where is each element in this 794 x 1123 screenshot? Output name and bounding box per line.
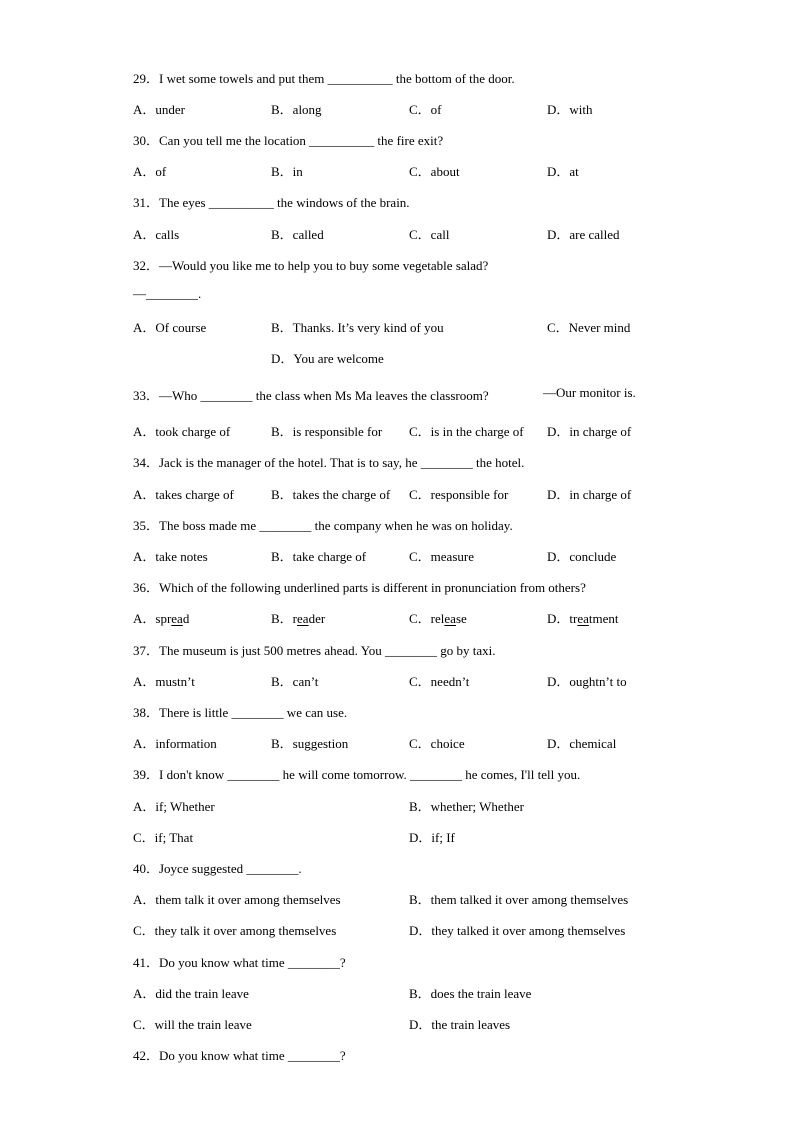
q35-option-d[interactable]: D．conclude [547, 549, 617, 564]
question-35-stem: 35．The boss made me ________ the company when he was on holiday. [133, 518, 513, 533]
q33-option-d[interactable]: D．in charge of [547, 424, 632, 439]
q30-option-d[interactable]: D．at [547, 164, 579, 179]
q35-option-b[interactable]: B．take charge of [271, 549, 367, 564]
question-32-stem: 32．—Would you like me to help you to buy some vegetable salad? [133, 258, 489, 273]
q34-option-d[interactable]: D．in charge of [547, 487, 632, 502]
q41-option-c[interactable]: C．will the train leave [133, 1017, 252, 1032]
question-38-stem: 38．There is little ________ we can use. [133, 705, 348, 720]
q33-option-a[interactable]: A．took charge of [133, 424, 231, 439]
q33-option-c[interactable]: C．is in the charge of [409, 424, 524, 439]
question-36-stem: 36．Which of the following underlined parts is different in pronunciation from others? [133, 580, 586, 595]
q30-option-c[interactable]: C．about [409, 164, 460, 179]
q39-option-a[interactable]: A．if; Whether [133, 799, 215, 814]
q40-option-c[interactable]: C．they talk it over among themselves [133, 923, 337, 938]
q37-option-c[interactable]: C．needn’t [409, 674, 470, 689]
question-37-stem: 37．The museum is just 500 metres ahead. You ________ go by taxi. [133, 643, 496, 658]
q32-option-d[interactable]: D．You are welcome [271, 351, 384, 366]
q38-option-c[interactable]: C．choice [409, 736, 465, 751]
q31-option-a[interactable]: A．calls [133, 227, 180, 242]
q39-option-d[interactable]: D．if; If [409, 830, 455, 845]
question-30-stem: 30．Can you tell me the location __________ the fire exit? [133, 133, 444, 148]
q37-option-b[interactable]: B．can’t [271, 674, 319, 689]
q38-option-d[interactable]: D．chemical [547, 736, 617, 751]
q38-option-b[interactable]: B．suggestion [271, 736, 349, 751]
q29-option-c[interactable]: C．of [409, 102, 442, 117]
q39-option-c[interactable]: C．if; That [133, 830, 194, 845]
q36-option-c[interactable]: C．release [409, 611, 467, 626]
question-41-stem: 41．Do you know what time ________? [133, 955, 346, 970]
q35-option-c[interactable]: C．measure [409, 549, 474, 564]
q32-option-c[interactable]: C．Never mind [547, 320, 631, 335]
q41-option-b[interactable]: B．does the train leave [409, 986, 532, 1001]
q34-option-a[interactable]: A．takes charge of [133, 487, 234, 502]
q35-option-a[interactable]: A．take notes [133, 549, 208, 564]
question-32-response-line: —________. [133, 286, 202, 301]
q40-option-d[interactable]: D．they talked it over among themselves [409, 923, 626, 938]
q34-option-c[interactable]: C．responsible for [409, 487, 509, 502]
q41-option-a[interactable]: A．did the train leave [133, 986, 249, 1001]
q30-option-b[interactable]: B．in [271, 164, 303, 179]
q32-option-b[interactable]: B．Thanks. It’s very kind of you [271, 320, 444, 335]
q39-option-b[interactable]: B．whether; Whether [409, 799, 524, 814]
q40-option-a[interactable]: A．them talk it over among themselves [133, 892, 341, 907]
q31-option-b[interactable]: B．called [271, 227, 324, 242]
q36-option-d[interactable]: D．treatment [547, 611, 619, 626]
question-42-stem: 42．Do you know what time ________? [133, 1048, 346, 1063]
q31-option-d[interactable]: D．are called [547, 227, 620, 242]
question-31-stem: 31．The eyes __________ the windows of the brain. [133, 195, 410, 210]
q29-option-a[interactable]: A．under [133, 102, 185, 117]
q32-option-a[interactable]: A．Of course [133, 320, 207, 335]
question-33-stem: 33．—Who ________ the class when Ms Ma leaves the classroom? [133, 388, 489, 403]
q36-option-b[interactable]: B．reader [271, 611, 326, 626]
q29-option-d[interactable]: D．with [547, 102, 593, 117]
question-34-stem: 34．Jack is the manager of the hotel. That is to say, he ________ the hotel. [133, 455, 525, 470]
q30-option-a[interactable]: A．of [133, 164, 167, 179]
q37-option-a[interactable]: A．mustn’t [133, 674, 195, 689]
q29-option-b[interactable]: B．along [271, 102, 322, 117]
q36-option-a[interactable]: A．spread [133, 611, 190, 626]
q34-option-b[interactable]: B．takes the charge of [271, 487, 391, 502]
question-40-stem: 40．Joyce suggested ________. [133, 861, 302, 876]
question-29-stem: 29．I wet some towels and put them __________ the bottom of the door. [133, 71, 515, 86]
q38-option-a[interactable]: A．information [133, 736, 217, 751]
question-39-stem: 39．I don't know ________ he will come tomorrow. ________ he comes, I'll tell you. [133, 767, 581, 782]
q40-option-b[interactable]: B．them talked it over among themselves [409, 892, 629, 907]
q41-option-d[interactable]: D．the train leaves [409, 1017, 511, 1032]
q31-option-c[interactable]: C．call [409, 227, 450, 242]
q37-option-d[interactable]: D．oughtn’t to [547, 674, 627, 689]
question-33-answer-line: —Our monitor is. [543, 385, 636, 400]
q33-option-b[interactable]: B．is responsible for [271, 424, 383, 439]
